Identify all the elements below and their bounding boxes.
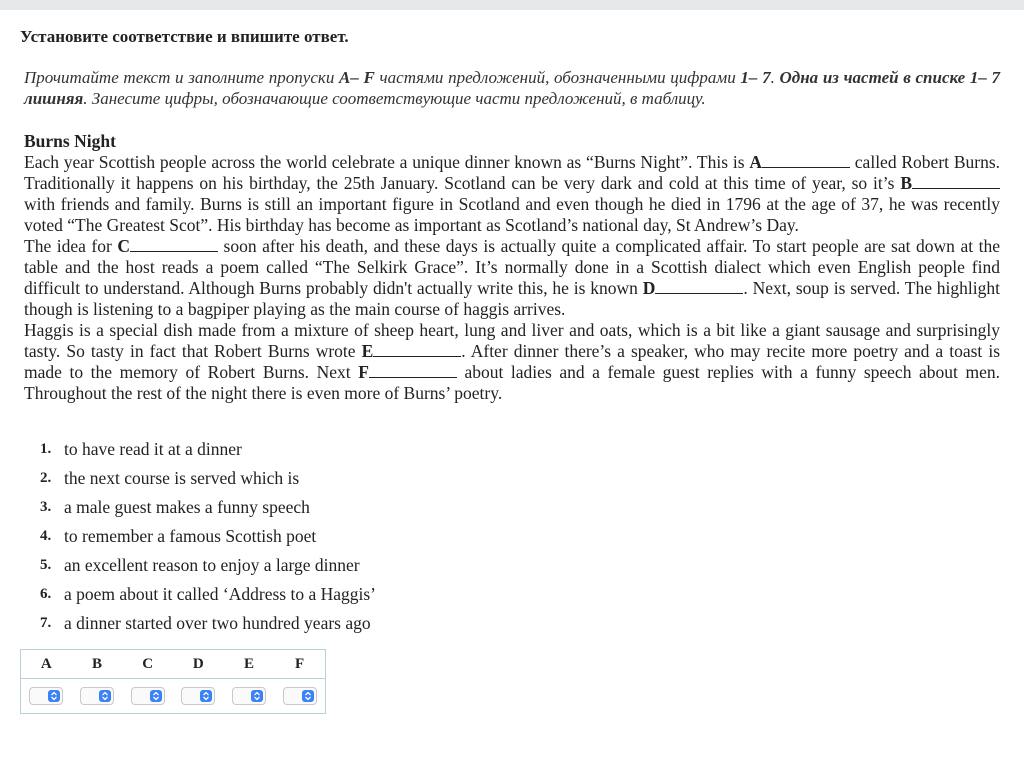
passage-paragraph: [24, 320, 1000, 404]
task-title: Установите соответствие и впишите ответ.: [20, 27, 349, 46]
gap-a: [749, 152, 850, 172]
answer-cell-e: [224, 679, 275, 714]
option-number: 5.: [40, 557, 52, 573]
passage-text: called Robert Burns. Traditionally it happens on his birthday, the 25th January. Scotland can be very dark and cold at this time of year, so it’s: [24, 152, 1001, 193]
text-title: Burns Night: [24, 131, 116, 151]
option-text: to have read it at a dinner: [64, 439, 242, 459]
gap-letter: C: [117, 236, 130, 256]
option-item: [40, 551, 376, 580]
answer-cell-b: [72, 679, 123, 714]
option-item: [40, 580, 376, 609]
gap-letter: B: [900, 173, 912, 193]
passage-text: soon after his death, and these days is actually quite a complicated affair. To start people are sat down at the table and the host reads a poem called “The Selkirk Grace”. It’s normally done in a Scottish dialect which even English people find difficult to understand. Although Burns probably didn't actually write this, he is known: [24, 236, 1000, 298]
task-instruction: [24, 67, 1000, 109]
gap-letter: F: [358, 362, 369, 382]
passage-text: . After dinner there’s a speaker, who may recite more poetry and a toast is made to the memory of Robert Burns. Next: [24, 341, 1001, 382]
gap-blank-line: [369, 363, 457, 378]
option-text: a poem about it called ‘Address to a Haggis’: [64, 584, 376, 604]
answer-header-d: D: [173, 650, 224, 679]
passage-paragraph: [24, 152, 1000, 236]
option-text: a dinner started over two hundred years ago: [64, 613, 371, 633]
option-number: 2.: [40, 470, 52, 486]
answer-cell-a: [21, 679, 72, 714]
answer-select-d[interactable]: [181, 687, 215, 705]
passage-text: Each year Scottish people across the world celebrate a unique dinner known as “Burns Night”. This is: [24, 152, 750, 172]
option-item: [40, 522, 376, 551]
passage: [24, 152, 1000, 404]
options-list: [40, 435, 376, 638]
answer-select-b[interactable]: [80, 687, 114, 705]
answer-header-e: E: [224, 650, 275, 679]
option-text: an excellent reason to enjoy a large dinner: [64, 555, 360, 575]
option-text: to remember a famous Scottish poet: [64, 526, 317, 546]
chevron-up-down-icon: [302, 690, 314, 702]
answer-select-e[interactable]: [232, 687, 266, 705]
answer-table: [20, 649, 326, 714]
chevron-up-down-icon: [251, 690, 263, 702]
option-number: 4.: [40, 528, 52, 544]
instruction-emphasis: A– F: [339, 68, 375, 87]
option-text: the next course is served which is: [64, 468, 300, 488]
option-item: [40, 464, 376, 493]
instruction-emphasis: 1– 7: [740, 68, 771, 87]
answer-header-a: A: [21, 650, 72, 679]
option-item: [40, 493, 376, 522]
gap-blank-line: [912, 174, 1000, 189]
gap-blank-line: [373, 342, 461, 357]
answer-cell-f: [274, 679, 325, 714]
chevron-up-down-icon: [150, 690, 162, 702]
gap-letter: A: [749, 152, 762, 172]
option-text: a male guest makes a funny speech: [64, 497, 310, 517]
option-number: 3.: [40, 499, 52, 515]
passage-text: The idea for: [24, 236, 118, 256]
answer-cell-c: [122, 679, 173, 714]
top-bar: [0, 0, 1024, 10]
option-number: 6.: [40, 586, 52, 602]
gap-letter: D: [642, 278, 656, 298]
gap-blank-line: [655, 279, 743, 294]
gap-letter: E: [361, 341, 374, 361]
gap-f: [358, 362, 457, 382]
instruction-text: .: [770, 68, 780, 87]
answer-header-f: F: [274, 650, 325, 679]
answer-cell-d: [173, 679, 224, 714]
answer-select-a[interactable]: [29, 687, 63, 705]
passage-paragraph: [24, 236, 1000, 320]
answer-header-c: C: [122, 650, 173, 679]
answer-header-b: B: [72, 650, 123, 679]
chevron-up-down-icon: [99, 690, 111, 702]
gap-c: [117, 236, 218, 256]
gap-blank-line: [130, 237, 218, 252]
answer-select-c[interactable]: [131, 687, 165, 705]
instruction-text: . Занесите цифры, обозначающие соответствующие части предложений, в таблицу.: [83, 89, 706, 108]
option-item: [40, 609, 376, 638]
instruction-text: Прочитайте текст и заполните пропуски: [24, 68, 339, 87]
passage-text: with friends and family. Burns is still an important figure in Scotland and even though he died in 1796 at the age of 37, he was recently voted “The Greatest Scot”. His birthday has become as important as Scotland’s national day, St Andrew’s Day.: [24, 194, 1000, 235]
option-item: [40, 435, 376, 464]
gap-b: [900, 173, 1000, 193]
instruction-text: частями предложений, обозначенными цифрами: [374, 68, 741, 87]
passage-text: Haggis is a special dish made from a mixture of sheep heart, lung and liver and oats, which is a bit like a giant sausage and surprisingly tasty. So tasty in fact that Robert Burns wrote: [24, 320, 1000, 361]
passage-text: . Next, soup is served. The highlight though is listening to a bagpiper playing as the main course of haggis arrives.: [24, 278, 1001, 319]
chevron-up-down-icon: [48, 690, 60, 702]
option-number: 7.: [40, 615, 52, 631]
passage-text: about ladies and a female guest replies with a funny speech about men. Throughout the rest of the night there is even more of Burns’ poetry.: [24, 362, 1000, 403]
gap-d: [643, 278, 744, 298]
gap-blank-line: [762, 153, 850, 168]
instruction-emphasis: Одна из частей в списке 1– 7 лишняя: [24, 68, 1001, 108]
answer-select-f[interactable]: [283, 687, 317, 705]
option-number: 1.: [40, 441, 52, 457]
chevron-up-down-icon: [200, 690, 212, 702]
gap-e: [362, 341, 462, 361]
